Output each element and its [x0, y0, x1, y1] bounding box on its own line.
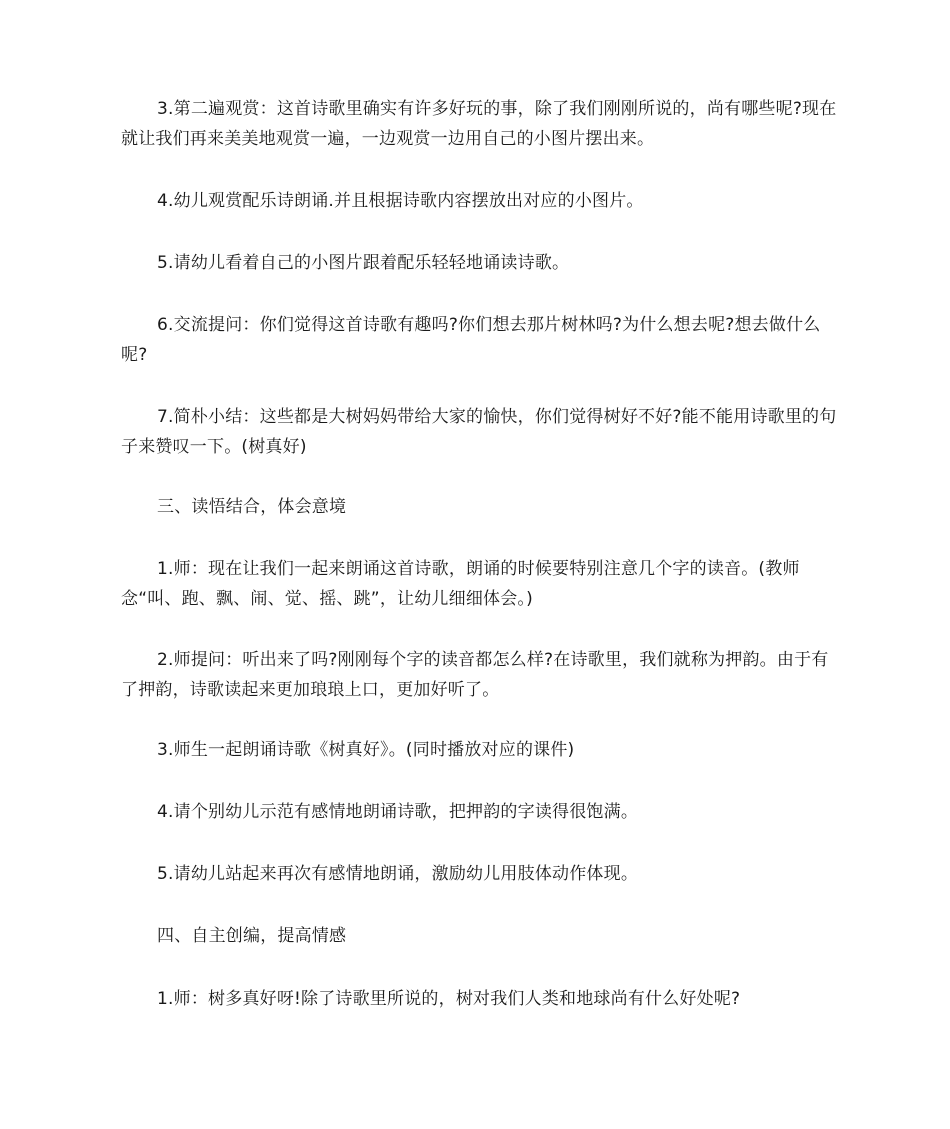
paragraph-step-6-discussion: 6.交流提问：你们觉得这首诗歌有趣吗?你们想去那片树林吗?为什么想去呢?想去做什么呢?	[121, 315, 821, 365]
paragraph-section3-step-5: 5.请幼儿站起来再次有感情地朗诵，激励幼儿用肢体动作体现。	[157, 864, 639, 884]
paragraph-step-5-recite: 5.请幼儿看着自己的小图片跟着配乐轻轻地诵读诗歌。	[157, 253, 570, 273]
paragraph-section3-step-3: 3.师生一起朗诵诗歌《树真好》。(同时播放对应的课件)	[157, 740, 575, 760]
paragraph-section3-step-1: 1.师：现在让我们一起来朗诵这首诗歌，朗诵的时候要特别注意几个字的读音。(教师念“叫、跑、飘、闹、觉、摇、跳”，让幼儿细细体会。)	[121, 559, 800, 609]
paragraph-step-7-summary: 7.简朴小结：这些都是大树妈妈带给大家的愉快，你们觉得树好不好?能不能用诗歌里的句子来赞叹一下。(树真好)	[121, 407, 837, 457]
section-heading-3: 三、读悟结合，体会意境	[157, 497, 347, 517]
paragraph-section3-step-2: 2.师提问：听出来了吗?刚刚每个字的读音都怎么样?在诗歌里，我们就称为押韵。由于有了押韵，诗歌读起来更加琅琅上口，更加好听了。	[121, 650, 829, 700]
paragraph-step-3-second-viewing: 3.第二遍观赏：这首诗歌里确实有许多好玩的事，除了我们刚刚所说的，尚有哪些呢?现在就让我们再来美美地观赏一遍，一边观赏一边用自己的小图片摆出来。	[121, 99, 837, 149]
paragraph-section3-step-4: 4.请个别幼儿示范有感情地朗诵诗歌，把押韵的字读得很饱满。	[157, 802, 639, 822]
section-heading-4: 四、自主创编，提高情感	[157, 926, 347, 946]
paragraph-step-4-listen-and-place: 4.幼儿观赏配乐诗朗诵.并且根据诗歌内容摆放出对应的小图片。	[157, 191, 644, 211]
paragraph-section4-step-1: 1.师：树多真好呀!除了诗歌里所说的，树对我们人类和地球尚有什么好处呢?	[157, 989, 741, 1009]
